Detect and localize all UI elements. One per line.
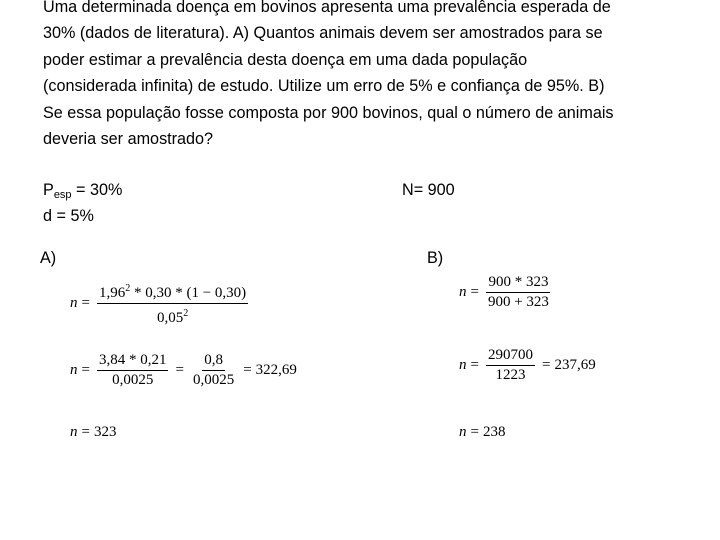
part-a-calculation: n = $\frac{3,84 * 0,21}{0,0025}$ = $\frac{0,8}{0,0025}$ = 322,69 (70, 352, 297, 388)
question-line: poder estimar a prevalência desta doença em uma dada população (43, 50, 528, 69)
question-line: (considerada infinita) de estudo. Utilize um erro de 5% e confiança de 95%. B) (43, 77, 605, 96)
question-line: Se essa população fosse composta por 900 bovinos, qual o número de animais (43, 103, 614, 122)
given-error: d = 5% (43, 207, 94, 225)
question-text (43, 0, 693, 152)
question-line: deveria ser amostrado? (43, 130, 214, 149)
part-b-result: n = 238 (459, 424, 506, 440)
question-line: Uma determinada doença em bovinos apresenta uma prevalência esperada de (43, 0, 611, 16)
question-line: 30% (dados de literatura). A) Quantos animais devem ser amostrados para se (43, 24, 603, 43)
part-a-formula: n = $\frac{1,96^2 * 0,30 * (1 - 0,30)}{0,05^2}$ (70, 280, 251, 327)
part-b-label: B) (427, 249, 444, 267)
part-a-label: A) (40, 249, 57, 267)
part-a-result: n = 323 (70, 424, 117, 440)
part-b-formula: n = $\frac{900 * 323}{900 + 323}$ (459, 274, 549, 310)
part-b-calculation: n = $\frac{290700}{1223}$ = 237,69 (459, 347, 596, 383)
given-population: N= 900 (402, 181, 455, 199)
given-prevalence: $P_{esp} = 30\%$ (43, 181, 123, 201)
